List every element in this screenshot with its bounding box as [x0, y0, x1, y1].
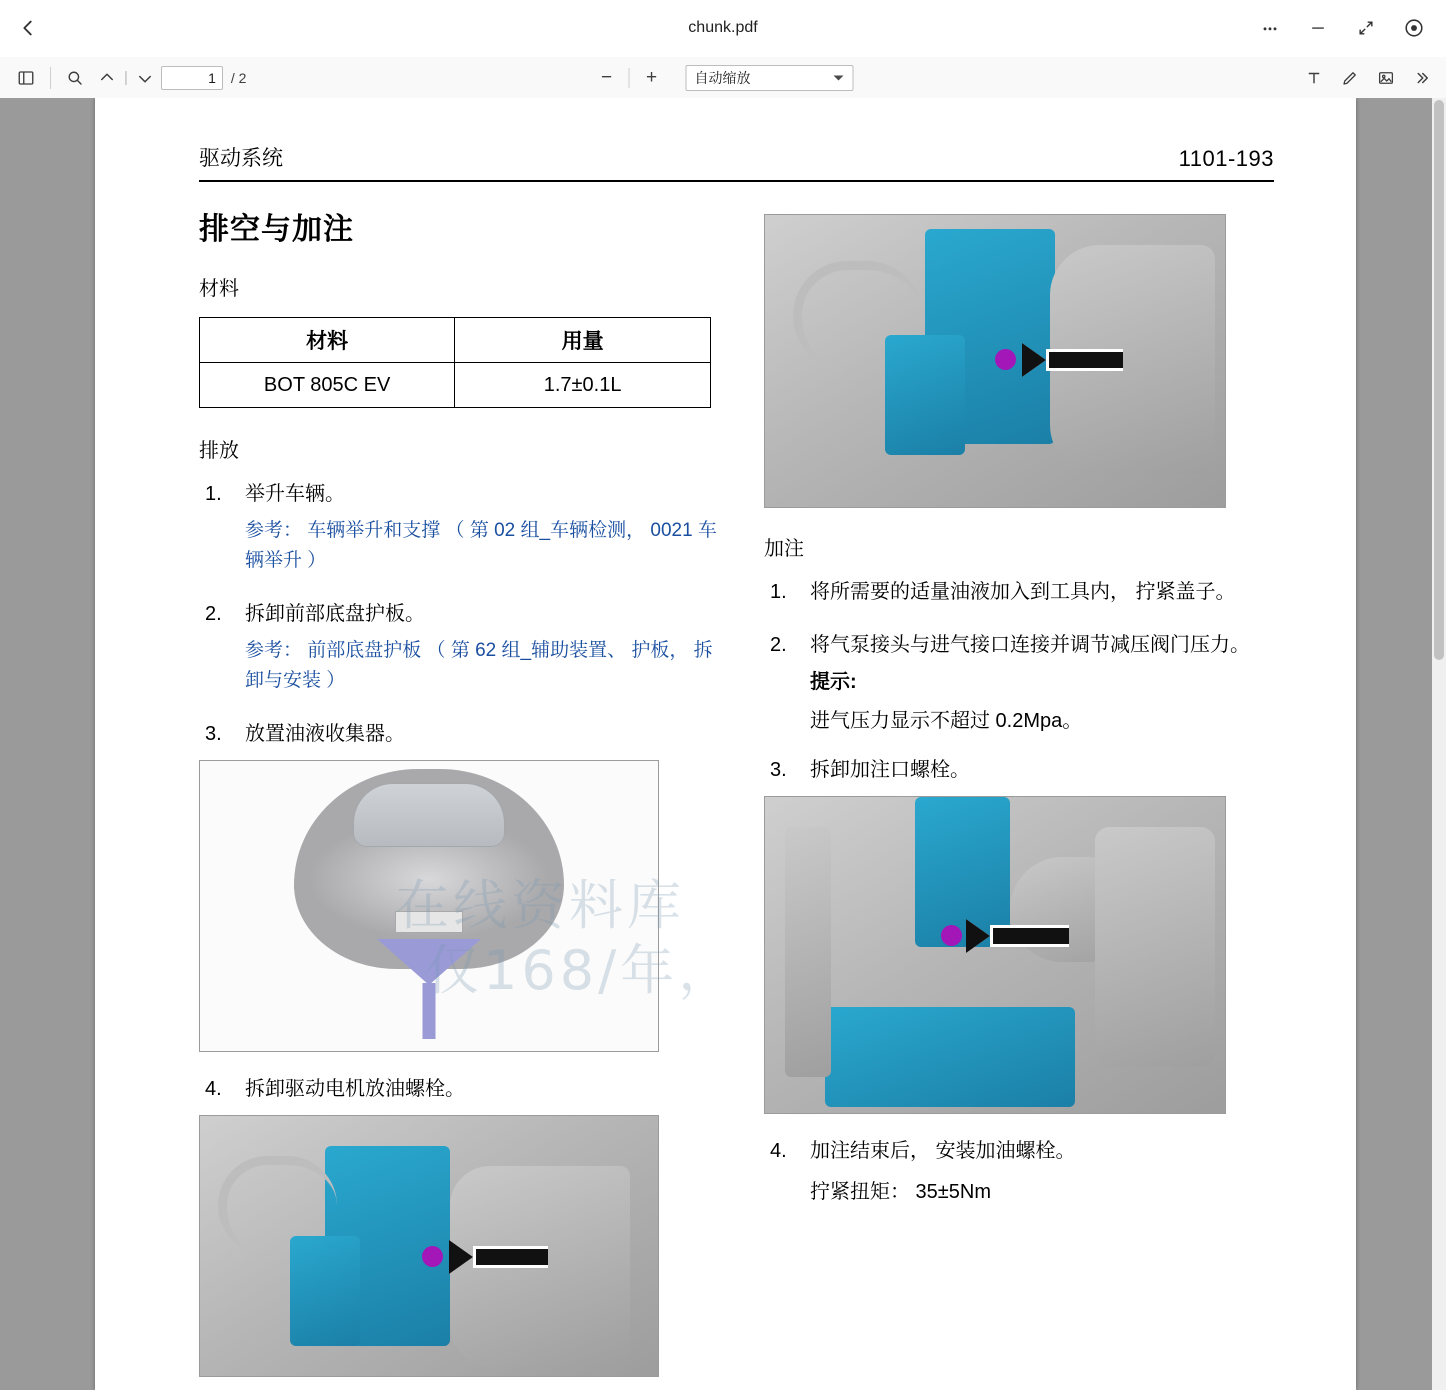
header-system-name: 驱动系统	[199, 147, 283, 170]
drain-bolt-illustration	[199, 1115, 659, 1377]
page-up-icon	[98, 69, 116, 87]
torque-spec: 拧紧扭矩： 35±5Nm	[810, 1181, 992, 1203]
funnel-graphic	[377, 939, 481, 985]
callout-arrow	[450, 1244, 548, 1270]
material-table	[199, 317, 711, 408]
fill-port-marker	[995, 349, 1016, 370]
page-total-label: / 2	[230, 69, 247, 86]
step-text: 拆卸前部底盘护板。	[245, 602, 425, 625]
pdf-page	[95, 98, 1356, 1390]
drain-step-2-reference[interactable]: 参考： 前部底盘护板 （ 第 62 组_辅助装置、 护板， 拆卸与安装 ）	[245, 639, 713, 692]
coolant-pipe	[793, 261, 922, 370]
window-controls	[1248, 0, 1436, 56]
image-tool-icon	[1377, 69, 1395, 87]
subframe-graphic	[785, 827, 831, 1077]
maximize-button[interactable]	[1344, 6, 1388, 50]
step-number: 1.	[770, 581, 787, 603]
motor-graphic-top	[765, 215, 1225, 507]
chevron-down-icon	[834, 75, 844, 80]
step-number: 3.	[770, 759, 787, 781]
page-down-icon	[136, 69, 154, 87]
drain-bolt-marker	[422, 1246, 443, 1267]
window-title-bar	[0, 0, 1446, 57]
zoom-controls	[593, 64, 854, 92]
arrow-head-icon	[449, 1240, 473, 1274]
back-arrow-icon	[17, 17, 39, 39]
tip-label: 提示:	[810, 671, 857, 693]
motor-graphic	[200, 1116, 658, 1376]
step-text: 放置油液收集器。	[245, 722, 405, 745]
image-tool-button[interactable]	[1370, 63, 1402, 93]
fluid-collector-illustration	[199, 760, 659, 1052]
step-text: 将气泵接头与进气接口连接并调节减压阀门压力。	[810, 634, 1250, 656]
step-text: 拆卸驱动电机放油螺栓。	[245, 1077, 465, 1100]
watermark-line-1: 在线资料库	[395, 874, 685, 937]
motor-housing-blue-lower	[825, 1007, 1075, 1107]
zoom-in-button[interactable]: +	[645, 66, 658, 88]
fill-step-4	[764, 1136, 1274, 1167]
page-nav-divider: |	[124, 69, 128, 86]
table-row	[200, 363, 711, 408]
drain-step-4	[199, 1074, 719, 1105]
vertical-scrollbar[interactable]	[1432, 98, 1446, 1390]
zoom-out-button[interactable]: −	[600, 66, 613, 88]
step-text: 拆卸加注口螺栓。	[810, 759, 970, 781]
pdf-viewer[interactable]	[0, 98, 1446, 1390]
record-button[interactable]	[1392, 6, 1436, 50]
drain-step-2	[199, 599, 719, 630]
record-icon	[1403, 17, 1425, 39]
fill-label: 加注	[764, 538, 804, 560]
sidebar-toggle-button[interactable]	[10, 63, 42, 93]
coolant-pipe	[218, 1156, 337, 1255]
header-page-code: 1101-193	[1178, 146, 1274, 171]
more-options-button[interactable]	[1248, 6, 1292, 50]
table-header-quantity: 用量	[455, 318, 711, 363]
material-quantity-cell: 1.7±0.1L	[455, 363, 711, 408]
table-header-material: 材料	[200, 318, 455, 363]
material-name-cell: BOT 805C EV	[200, 363, 455, 408]
minimize-button[interactable]	[1296, 6, 1340, 50]
arrow-head-icon	[966, 919, 990, 953]
callout-arrow	[1023, 347, 1123, 373]
minimize-icon	[1308, 18, 1328, 38]
license-plate-graphic	[395, 911, 463, 933]
draw-tool-icon	[1341, 69, 1359, 87]
more-tools-button[interactable]	[1406, 63, 1438, 93]
maximize-icon	[1356, 18, 1376, 38]
spacer	[764, 612, 1274, 630]
material-label: 材料	[199, 278, 239, 300]
right-column	[764, 204, 1274, 1390]
page-title: 排空与加注	[199, 213, 354, 246]
drain-step-1	[199, 479, 719, 510]
table-header-row	[200, 318, 711, 363]
scrollbar-thumb[interactable]	[1434, 100, 1444, 660]
fill-step-1	[764, 577, 1274, 608]
left-column	[199, 204, 719, 1390]
arrow-shaft	[990, 925, 1069, 947]
windshield-graphic	[353, 783, 505, 847]
previous-page-button[interactable]	[91, 63, 123, 93]
double-chevron-right-icon	[1413, 69, 1431, 87]
next-page-button[interactable]	[129, 63, 161, 93]
more-options-icon	[1260, 18, 1280, 38]
step-number: 3.	[205, 722, 222, 745]
document-header	[199, 142, 1274, 182]
watermark-line-2: 仅168/年，	[425, 939, 737, 1002]
arrow-shaft	[473, 1246, 548, 1268]
step-number: 1.	[205, 483, 222, 505]
tip-text: 进气压力显示不超过 0.2Mpa。	[810, 710, 1083, 732]
window-title: chunk.pdf	[688, 19, 758, 36]
pdf-toolbar	[0, 57, 1446, 99]
step-number: 2.	[770, 634, 787, 656]
funnel-stem-graphic	[423, 983, 436, 1039]
arrow-head-icon	[1022, 343, 1046, 377]
step-text: 将所需要的适量油液加入到工具内， 拧紧盖子。	[810, 581, 1236, 603]
step-number: 2.	[205, 602, 222, 625]
arrow-shaft	[1046, 349, 1123, 371]
back-button[interactable]	[0, 0, 56, 56]
search-button[interactable]	[59, 63, 91, 93]
step-text: 加注结束后， 安装加油螺栓。	[810, 1140, 1076, 1162]
sidebar-toggle-icon	[17, 69, 35, 87]
draw-tool-button[interactable]	[1334, 63, 1366, 93]
fill-port-top-illustration	[764, 214, 1226, 508]
fill-port-bolt-illustration	[764, 796, 1226, 1114]
page-number-input[interactable]	[161, 66, 223, 90]
fill-step-2	[764, 630, 1274, 661]
fill-step-3	[764, 755, 1274, 786]
step-text: 举升车辆。	[245, 483, 345, 505]
text-tool-button[interactable]	[1298, 63, 1330, 93]
toolbar-tools	[1298, 63, 1438, 93]
drain-step-1-reference[interactable]: 参考： 车辆举升和支撑 （ 第 02 组_车辆检测， 0021 车辆举升 ）	[245, 520, 717, 572]
bracket-graphic	[1095, 827, 1215, 1067]
drain-label: 排放	[199, 440, 239, 462]
callout-arrow	[967, 923, 1069, 949]
search-icon	[66, 69, 84, 87]
fill-bolt-marker	[941, 925, 962, 946]
zoom-level-value: 自动缩放	[694, 69, 751, 86]
step-number: 4.	[770, 1140, 787, 1162]
drain-step-3	[199, 719, 719, 750]
zoom-divider	[629, 68, 630, 88]
motor-graphic-bottom	[765, 797, 1225, 1113]
step-number: 4.	[205, 1077, 222, 1100]
zoom-level-select[interactable]	[686, 65, 854, 91]
toolbar-divider	[50, 67, 51, 89]
text-tool-icon	[1305, 69, 1323, 87]
